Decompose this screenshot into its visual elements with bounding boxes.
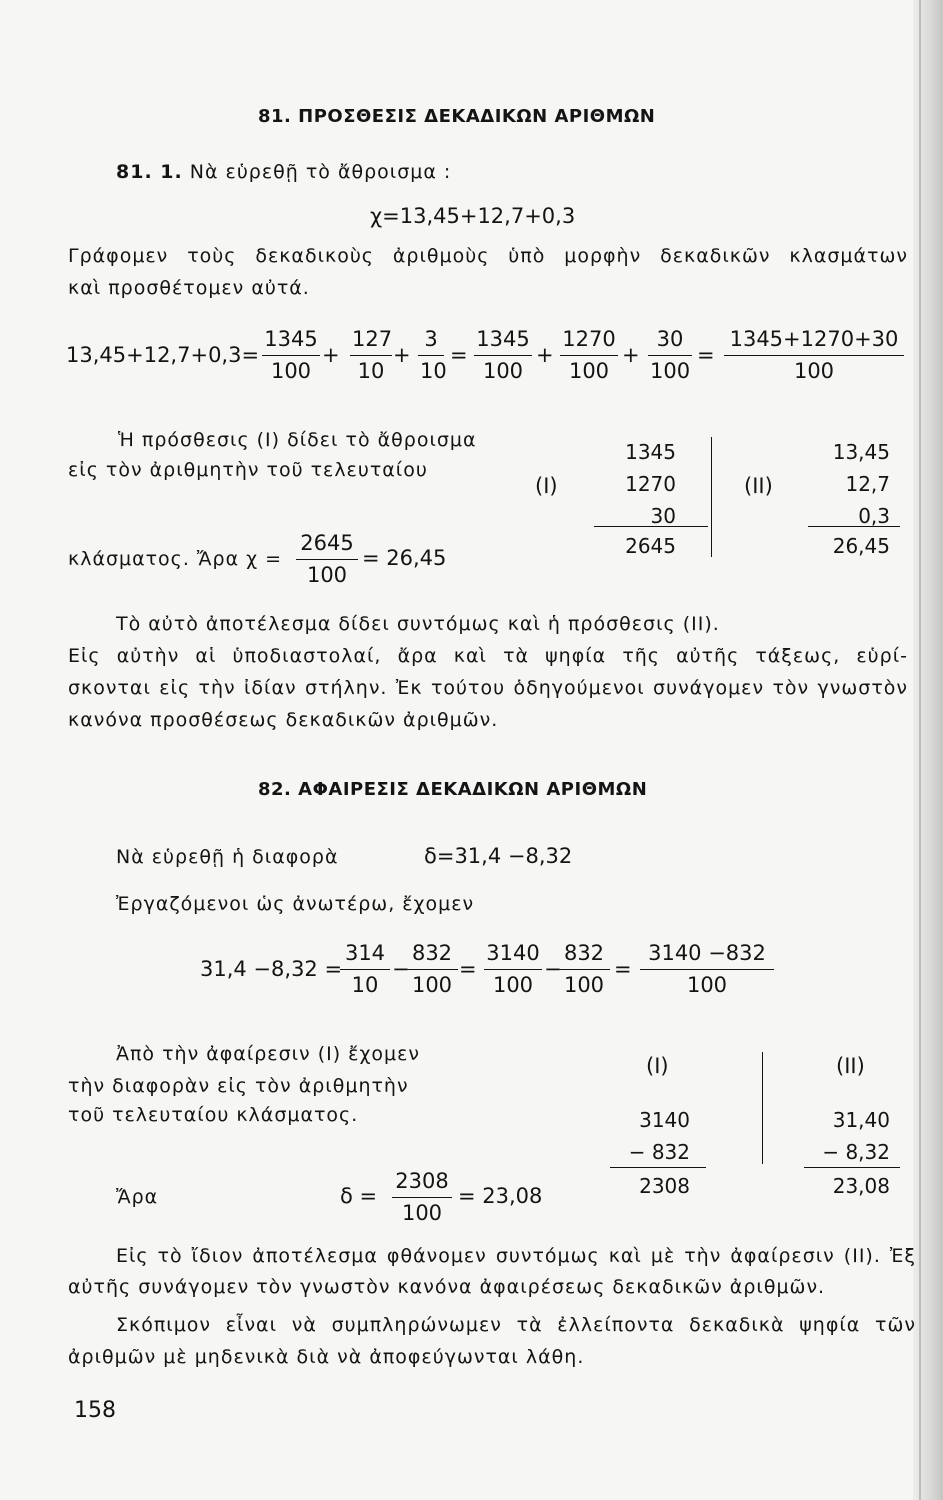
fraction-832-100-b: 832 100 xyxy=(558,940,610,998)
page-edge-shadow xyxy=(913,0,943,1500)
find-difference-text: Νὰ εὑρεθῇ ἡ διαφορὰ xyxy=(116,846,339,868)
fraction-difference-100: 3140 −832 100 xyxy=(640,940,774,998)
section-82-heading: 82. ΑΦΑΙΡΕΣΙΣ ΔΕΚΑΔΙΚΩΝ ΑΡΙΘΜΩΝ xyxy=(258,779,648,800)
section-81-heading: 81. ΠΡΟΣΘΕΣΙΣ ΔΕΚΑΔΙΚΩΝ ΑΡΙΘΜΩΝ xyxy=(258,106,656,127)
column-addition-I xyxy=(600,436,676,532)
subsection-number: 81. 1. xyxy=(116,161,183,183)
equals-sign: = xyxy=(459,957,477,981)
sum-I: 2645 xyxy=(625,534,676,558)
ara-text: Ἄρα xyxy=(116,1186,159,1208)
difference-I: 2308 xyxy=(639,1174,690,1198)
paragraph-4-line-1: Σκόπιμον εἶναι νὰ συμπληρώνωμεν τὰ ἐλλείποντα δεκαδικὰ ψηφία τῶν xyxy=(116,1314,916,1336)
result-fraction-2308-100: 2308 100 xyxy=(392,1168,452,1226)
difference-equation: δ=31,4 −8,32 xyxy=(424,844,573,868)
label-II: (ΙΙ) xyxy=(744,474,773,498)
explain-81-line-2: εἰς τὸν ἀριθμητὴν τοῦ τελευταίου xyxy=(68,459,428,481)
explain-81-line-1: Ἡ πρόσθεσις (Ι) δίδει τὸ ἄθροισμα xyxy=(118,429,477,451)
paragraph-1-line-2: καὶ προσθέτομεν αὐτά. xyxy=(68,277,310,299)
fraction-127-10: 127 10 xyxy=(352,327,393,383)
sum-line-II xyxy=(808,526,900,527)
long-eq-lhs: 13,45+12,7+0,3= xyxy=(66,343,260,367)
fraction-1270-100: 1270 100 xyxy=(560,326,618,384)
fraction-30-100: 30 100 xyxy=(650,327,691,383)
minuend: 3140 xyxy=(639,1108,690,1132)
result-fraction-2645-100: 2645 100 xyxy=(296,530,358,588)
subsection-text: Νὰ εὑρεθῇ τὸ ἄθροισμα : xyxy=(189,161,452,183)
column-subtraction-I xyxy=(600,1104,690,1168)
sum-line-I xyxy=(594,526,708,527)
minus-sign: − xyxy=(544,957,562,981)
explain-82-line-3: τοῦ τελευταίου κλάσματος. xyxy=(68,1104,359,1126)
page-edge-line xyxy=(919,0,921,1500)
equals-sign: = xyxy=(697,343,715,367)
fraction-832-100: 832 100 xyxy=(406,940,458,998)
fraction-1345-100-b: 1345 100 xyxy=(474,326,532,384)
paragraph-2-line-3: σκονται εἰς τὴν ἰδίαν στήλην. Ἐκ τούτου ὁδηγούμενοι συνάγομεν τὸν γνωστὸν xyxy=(68,677,908,699)
fraction-314-10: 314 10 xyxy=(340,940,390,998)
plus-sign: + xyxy=(536,343,554,367)
column-subtraction-II xyxy=(800,1104,890,1168)
addend: 12,7 xyxy=(845,472,890,496)
paragraph-4-line-2: ἀριθμῶν μὲ μηδενικὰ διὰ νὰ ἀποφεύγωνται λάθη. xyxy=(68,1346,585,1368)
sum-equation: χ=13,45+12,7+0,3 xyxy=(370,204,576,228)
addend: 1345 xyxy=(625,440,676,464)
paragraph-1-line-1: Γράφομεν τοὺς δεκαδικοὺς ἀριθμοὺς ὑπὸ μορφὴν δεκαδικῶν κλασμάτων xyxy=(68,245,908,267)
addend: 13,45 xyxy=(832,440,890,464)
addend: 30 xyxy=(650,504,676,528)
result-value-82: = 23,08 xyxy=(458,1184,543,1208)
minuend: 31,40 xyxy=(832,1108,890,1132)
explain-81-line-3: κλάσματος. Ἄρα χ = xyxy=(68,548,283,570)
result-value: = 26,45 xyxy=(362,546,447,570)
plus-sign: + xyxy=(622,343,640,367)
plus-sign: + xyxy=(322,343,340,367)
explain-82-line-1: Ἀπὸ τὴν ἀφαίρεσιν (Ι) ἔχομεν xyxy=(116,1043,421,1065)
subsection-81-1 xyxy=(116,161,451,183)
fraction-sum-100: 1345+1270+30 100 xyxy=(724,326,904,384)
fraction-3-10: 3 10 xyxy=(420,327,447,383)
working-text: Ἐργαζόμενοι ὡς ἀνωτέρω, ἔχομεν xyxy=(116,893,475,915)
fraction-3140-100: 3140 100 xyxy=(484,940,542,998)
label-II: (ΙΙ) xyxy=(836,1054,865,1078)
subtrahend: − 8,32 xyxy=(822,1140,890,1164)
delta-equals: δ = xyxy=(340,1184,378,1208)
paragraph-3-line-2: αὐτῆς συνάγομεν τὸν γνωστὸν κανόνα ἀφαιρέσεως δεκαδικῶν ἀριθμῶν. xyxy=(68,1276,826,1298)
minus-sign: − xyxy=(392,957,410,981)
column-divider xyxy=(762,1052,763,1164)
plus-sign: + xyxy=(393,343,411,367)
difference-II: 23,08 xyxy=(832,1174,890,1198)
paragraph-2-line-1: Τὸ αὐτὸ ἀποτέλεσμα δίδει συντόμως καὶ ἡ πρόσθεσις (ΙΙ). xyxy=(116,613,720,635)
explain-82-line-2: τὴν διαφορὰν εἰς τὸν ἀριθμητὴν xyxy=(68,1075,409,1097)
paragraph-3-line-1: Εἰς τὸ ἴδιον ἀποτέλεσμα φθάνομεν συντόμως καὶ μὲ τὴν ἀφαίρεσιν (ΙΙ). Ἐξ xyxy=(116,1245,916,1267)
paragraph-2-line-4: κανόνα προσθέσεως δεκαδικῶν ἀριθμῶν. xyxy=(68,709,499,731)
fraction-1345-100: 1345 100 xyxy=(262,326,320,384)
difference-line-I xyxy=(610,1167,706,1168)
column-addition-II xyxy=(812,436,890,532)
paragraph-2-line-2: Εἰς αὐτὴν αἱ ὑποδιαστολαί, ἄρα καὶ τὰ ψηφία τῆς αὐτῆς τάξεως, εὑρί- xyxy=(68,645,908,667)
long-eq-82-lhs: 31,4 −8,32 = xyxy=(200,957,343,981)
label-I: (Ι) xyxy=(646,1054,669,1078)
addend: 1270 xyxy=(625,472,676,496)
equals-sign: = xyxy=(450,343,468,367)
sum-II: 26,45 xyxy=(832,534,890,558)
addend: 0,3 xyxy=(858,504,890,528)
column-divider xyxy=(711,437,712,557)
equals-sign: = xyxy=(614,957,632,981)
subtrahend: − 832 xyxy=(628,1140,690,1164)
page-number: 158 xyxy=(74,1398,116,1423)
difference-line-II xyxy=(804,1167,900,1168)
label-I: (Ι) xyxy=(535,474,558,498)
